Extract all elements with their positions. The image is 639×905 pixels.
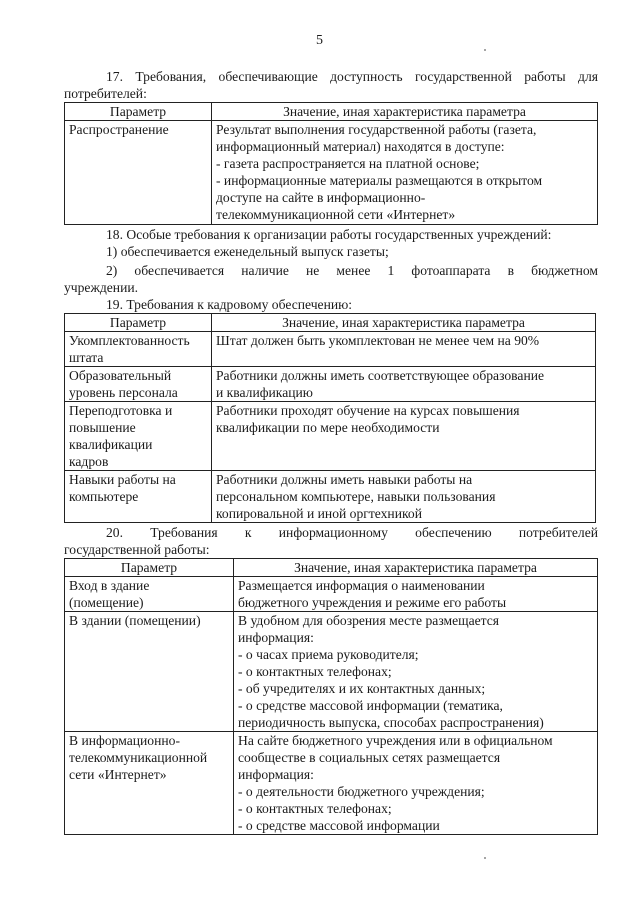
param-cell: В информационно- телекоммуникационной сети «Интернет»: [65, 732, 234, 835]
value-cell: Результат выполнения государственной работы (газета, информационный материал) находятся в доступе: - газета распространяется на платной основе; - информационные материалы размещаются в открытом доступе на сайте в информационно- телекоммуникационной сети «Интернет»: [212, 121, 598, 225]
header-value: Значение, иная характеристика параметра: [212, 103, 598, 121]
sec18-item1: 1) обеспечивается еженедельный выпуск газеты;: [106, 244, 389, 259]
sec20-title-line2: государственной работы:: [64, 542, 210, 557]
sec18-item2-line1: 2) обеспечивается наличие не менее 1 фотоаппарата в бюджетном: [106, 263, 598, 278]
value-cell: Работники должны иметь соответствующее образование и квалификацию: [212, 367, 596, 402]
table-header-row: [65, 103, 598, 121]
value-cell: Работники должны иметь навыки работы на персональном компьютере, навыки пользования копировальной и иной оргтехникой: [212, 471, 596, 523]
param-cell: Вход в здание (помещение): [65, 577, 234, 612]
param-cell: Навыки работы на компьютере: [65, 471, 212, 523]
value-cell: Размещается информация о наименовании бюджетного учреждения и режиме его работы: [234, 577, 598, 612]
scan-dot: [484, 49, 486, 51]
param-cell: Переподготовка и повышение квалификации кадров: [65, 402, 212, 471]
scan-dot: [484, 857, 486, 859]
sec20-title-line1: 20. Требования к информационному обеспечению потребителей: [106, 525, 598, 540]
sec18-title: 18. Особые требования к организации работы государственных учреждений:: [106, 227, 552, 242]
header-param: Параметр: [65, 103, 212, 121]
sec18-item2-line2: учреждении.: [64, 280, 139, 295]
header-value: Значение, иная характеристика параметра: [234, 559, 598, 577]
value-cell: Штат должен быть укомплектован не менее чем на 90%: [212, 332, 596, 367]
page-number: 5: [316, 33, 323, 48]
table-row: [65, 332, 596, 367]
table-row: [65, 121, 598, 225]
table-row: [65, 402, 596, 471]
param-cell: Укомплектованность штата: [65, 332, 212, 367]
sec17-title-line1: 17. Требования, обеспечивающие доступность государственной работы для: [106, 69, 598, 84]
header-param: Параметр: [65, 559, 234, 577]
value-cell: Работники проходят обучение на курсах повышения квалификации по мере необходимости: [212, 402, 596, 471]
table-row: [65, 732, 598, 835]
sec17-title-line2: потребителей:: [64, 86, 147, 101]
param-cell: Распространение: [65, 121, 212, 225]
value-cell: На сайте бюджетного учреждения или в официальном сообществе в социальных сетях размещается информация: - о деятельности бюджетного учреждения; - о контактных телефонах; - о средстве массовой информации: [234, 732, 598, 835]
param-cell: Образовательный уровень персонала: [65, 367, 212, 402]
sec19-table: [64, 313, 596, 523]
table-header-row: [65, 314, 596, 332]
table-row: [65, 612, 598, 732]
table-row: [65, 577, 598, 612]
param-cell: В здании (помещении): [65, 612, 234, 732]
header-param: Параметр: [65, 314, 212, 332]
table-row: [65, 367, 596, 402]
value-cell: В удобном для обозрения месте размещается информация: - о часах приема руководителя; - о контактных телефонах; - об учредителях и их контактных данных; - о средстве массовой информации (тематика, периодичность выпуска, способах распространения): [234, 612, 598, 732]
table-row: [65, 471, 596, 523]
sec20-table: [64, 558, 598, 835]
table-header-row: [65, 559, 598, 577]
sec17-table: [64, 102, 598, 225]
header-value: Значение, иная характеристика параметра: [212, 314, 596, 332]
sec19-title: 19. Требования к кадровому обеспечению:: [106, 297, 353, 312]
